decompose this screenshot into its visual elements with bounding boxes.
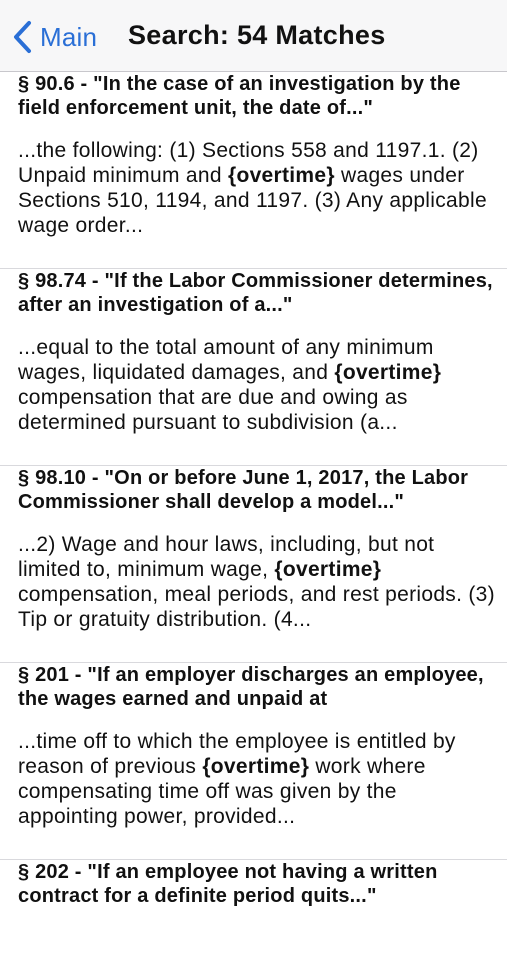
search-result-item[interactable] (0, 860, 507, 980)
matched-keyword: {overtime} (334, 361, 442, 384)
snippet-text: work where compensating time off was given by the appointing power, provided... (18, 755, 426, 828)
matched-keyword: {overtime} (274, 558, 382, 581)
result-title: § 201 - "If an employer discharges an employee, the wages earned and unpaid at (18, 664, 484, 710)
snippet-text: wages under Sections 510, 1194, and 1197. (3) Any applicable wage order... (18, 164, 487, 237)
result-title: § 202 - "If an employee not having a written contract for a definite period quits..." (18, 861, 438, 907)
search-results-list (0, 72, 507, 980)
search-result-item[interactable] (0, 663, 507, 860)
chevron-left-icon (12, 20, 32, 54)
back-button-label: Main (40, 21, 98, 52)
search-result-item[interactable] (0, 72, 507, 269)
search-result-item[interactable] (0, 269, 507, 466)
matched-keyword: {overtime} (202, 755, 310, 778)
snippet-text: ...2) Wage and hour laws, including, but not limited to, minimum wage, (18, 533, 435, 581)
page-title: Search: 54 Matches (128, 20, 386, 50)
result-title: § 90.6 - "In the case of an investigation by the field enforcement unit, the date of..." (18, 73, 461, 119)
result-snippet (18, 335, 497, 463)
matched-keyword: {overtime} (227, 164, 335, 187)
snippet-text: ...the following: (1) Sections 558 and 1197.1. (2) Unpaid minimum and (18, 139, 479, 187)
back-button[interactable] (12, 18, 97, 56)
snippet-text: ...time off to which the employee is entitled by reason of previous (18, 730, 456, 778)
result-title: § 98.10 - "On or before June 1, 2017, the Labor Commissioner shall develop a model..." (18, 467, 469, 513)
search-result-item[interactable] (0, 466, 507, 663)
snippet-text: ...equal to the total amount of any minimum wages, liquidated damages, and (18, 336, 434, 384)
result-title: § 98.74 - "If the Labor Commissioner determines, after an investigation of a..." (18, 270, 493, 316)
snippet-text: compensation that are due and owing as determined pursuant to subdivision (a... (18, 386, 408, 434)
navigation-bar (0, 0, 507, 72)
result-snippet (18, 532, 497, 660)
snippet-text: compensation, meal periods, and rest periods. (3) Tip or gratuity distribution. (4... (18, 583, 495, 631)
result-snippet (18, 138, 497, 266)
result-snippet (18, 729, 497, 857)
